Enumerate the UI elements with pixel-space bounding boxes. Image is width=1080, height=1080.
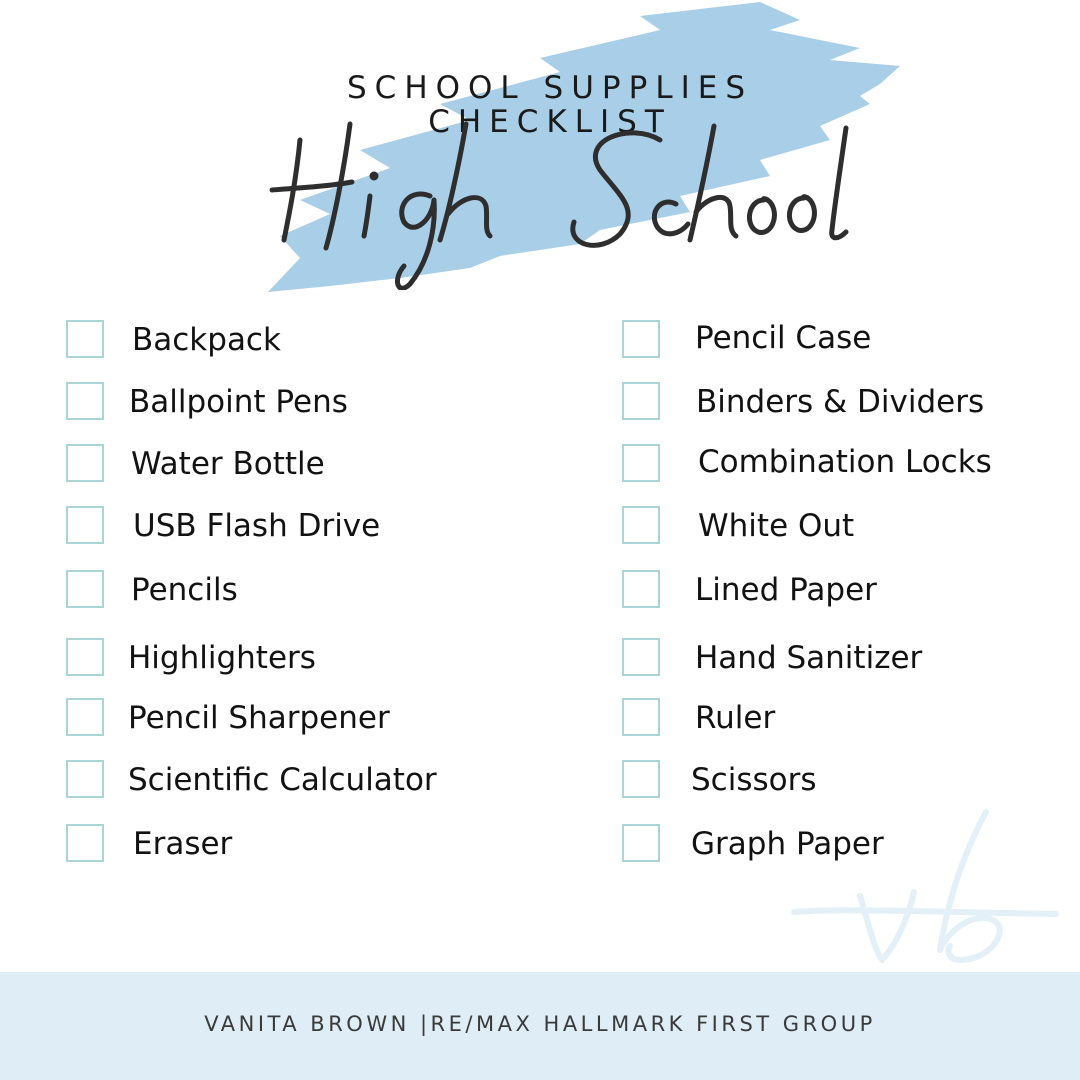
checklist-item[interactable] [66, 758, 486, 800]
checklist-item[interactable] [66, 442, 486, 484]
checklist-item[interactable] [66, 318, 486, 360]
checkbox[interactable] [622, 382, 660, 420]
footer-bar [0, 972, 1080, 1080]
checkbox[interactable] [622, 638, 660, 676]
checklist-item[interactable] [622, 568, 1042, 610]
checkbox[interactable] [66, 698, 104, 736]
checklist-item[interactable] [622, 442, 1042, 484]
header-title-line1: SCHOOL SUPPLIES [347, 70, 753, 106]
script-title-high-school [0, 120, 1080, 290]
checkbox[interactable] [66, 444, 104, 482]
checkbox[interactable] [66, 382, 104, 420]
checkbox[interactable] [622, 444, 660, 482]
checklist-item-label: White Out [698, 508, 855, 544]
checklist-item-label: Pencils [131, 572, 238, 608]
checklist-item[interactable] [622, 636, 1042, 678]
vb-logo-text: vb [790, 800, 792, 801]
checklist-item[interactable] [66, 504, 486, 546]
checklist-item-label: Ruler [695, 700, 776, 736]
checklist-item[interactable] [622, 318, 1042, 360]
checklist-item-label: Pencil Case [695, 320, 872, 356]
checklist-item[interactable] [66, 380, 486, 422]
checkbox[interactable] [622, 320, 660, 358]
checkbox[interactable] [66, 570, 104, 608]
footer-credit: VANITA BROWN |RE/MAX HALLMARK FIRST GROUP [204, 1012, 876, 1036]
checklist-item[interactable] [622, 696, 1042, 738]
checkbox[interactable] [622, 824, 660, 862]
checklist-item-label: Backpack [132, 322, 281, 358]
checklist-item[interactable] [622, 504, 1042, 546]
checkbox[interactable] [66, 506, 104, 544]
checkbox[interactable] [66, 824, 104, 862]
checkbox[interactable] [66, 760, 104, 798]
checklist-item-label: Eraser [133, 826, 233, 862]
vb-logo-watermark [790, 800, 1070, 970]
checklist-item-label: Hand Sanitizer [695, 640, 923, 676]
checklist-item-label: USB Flash Drive [133, 508, 381, 544]
checklist-item[interactable] [622, 380, 1042, 422]
checklist-item-label: Binders & Dividers [696, 384, 985, 420]
checklist-item-label: Highlighters [128, 640, 316, 676]
checkbox[interactable] [622, 570, 660, 608]
checklist-item[interactable] [66, 568, 486, 610]
checklist-item-label: Scientific Calculator [128, 762, 437, 798]
checkbox[interactable] [622, 698, 660, 736]
checklist-item[interactable] [66, 822, 486, 864]
checklist-item[interactable] [66, 636, 486, 678]
checkbox[interactable] [622, 760, 660, 798]
checkbox[interactable] [622, 506, 660, 544]
checklist-item-label: Scissors [691, 762, 817, 798]
checklist-item-label: Water Bottle [131, 446, 325, 482]
header-title-line2: CHECKLIST [428, 104, 672, 140]
checkbox[interactable] [66, 320, 104, 358]
checklist-item-label: Pencil Sharpener [128, 700, 390, 736]
checklist-item-label: Ballpoint Pens [129, 384, 348, 420]
checklist-item-label: Lined Paper [695, 572, 877, 608]
checklist-item[interactable] [622, 758, 1042, 800]
checklist-item[interactable] [66, 696, 486, 738]
checklist-item-label: Combination Locks [698, 444, 992, 480]
checkbox[interactable] [66, 638, 104, 676]
checklist-item-label: Graph Paper [691, 826, 884, 862]
